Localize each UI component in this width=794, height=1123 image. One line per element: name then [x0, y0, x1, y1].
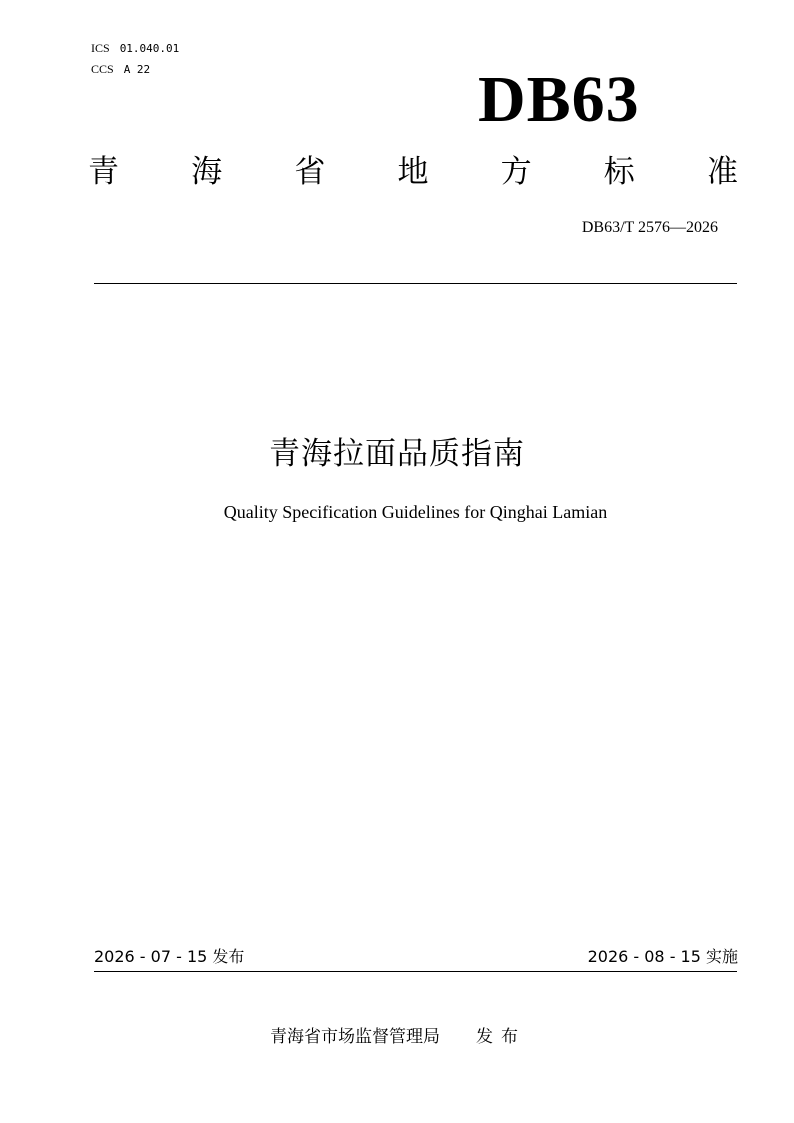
standard-type-char: 准: [706, 154, 738, 190]
ccs-label: CCS: [91, 62, 114, 76]
issue-date: 2026 - 07 - 15 发布: [94, 947, 245, 966]
ccs-code: A 22: [123, 63, 151, 76]
ccs-line: [91, 59, 179, 80]
standard-type-heading: [88, 150, 738, 194]
classification-codes: [91, 38, 179, 80]
standard-type-char: 标: [603, 154, 635, 190]
standard-type-char: 省: [294, 154, 326, 190]
standard-type-char: 海: [191, 154, 223, 190]
effective-date: 2026 - 08 - 15 实施: [587, 947, 738, 966]
document-title-english: Quality Specification Guidelines for Qinghai Lamian: [223, 502, 608, 522]
issuer-name: 青海省市场监督管理局: [270, 1027, 440, 1047]
ics-label: ICS: [91, 41, 110, 55]
bottom-divider: [94, 971, 737, 972]
top-divider: [94, 283, 737, 284]
standard-type-char: 地: [397, 154, 429, 190]
issuer-action: 发布: [476, 1027, 526, 1047]
document-title-chinese: 青海拉面品质指南: [269, 436, 525, 472]
ics-line: [91, 38, 179, 59]
issuer-line: [270, 1025, 526, 1049]
standard-number: DB63/T 2576—2026: [581, 219, 718, 236]
ics-code: 01.040.01: [119, 42, 180, 55]
standard-type-char: 青: [88, 154, 119, 190]
standard-type-char: 方: [500, 154, 532, 190]
db63-logo: DB63: [478, 63, 640, 136]
